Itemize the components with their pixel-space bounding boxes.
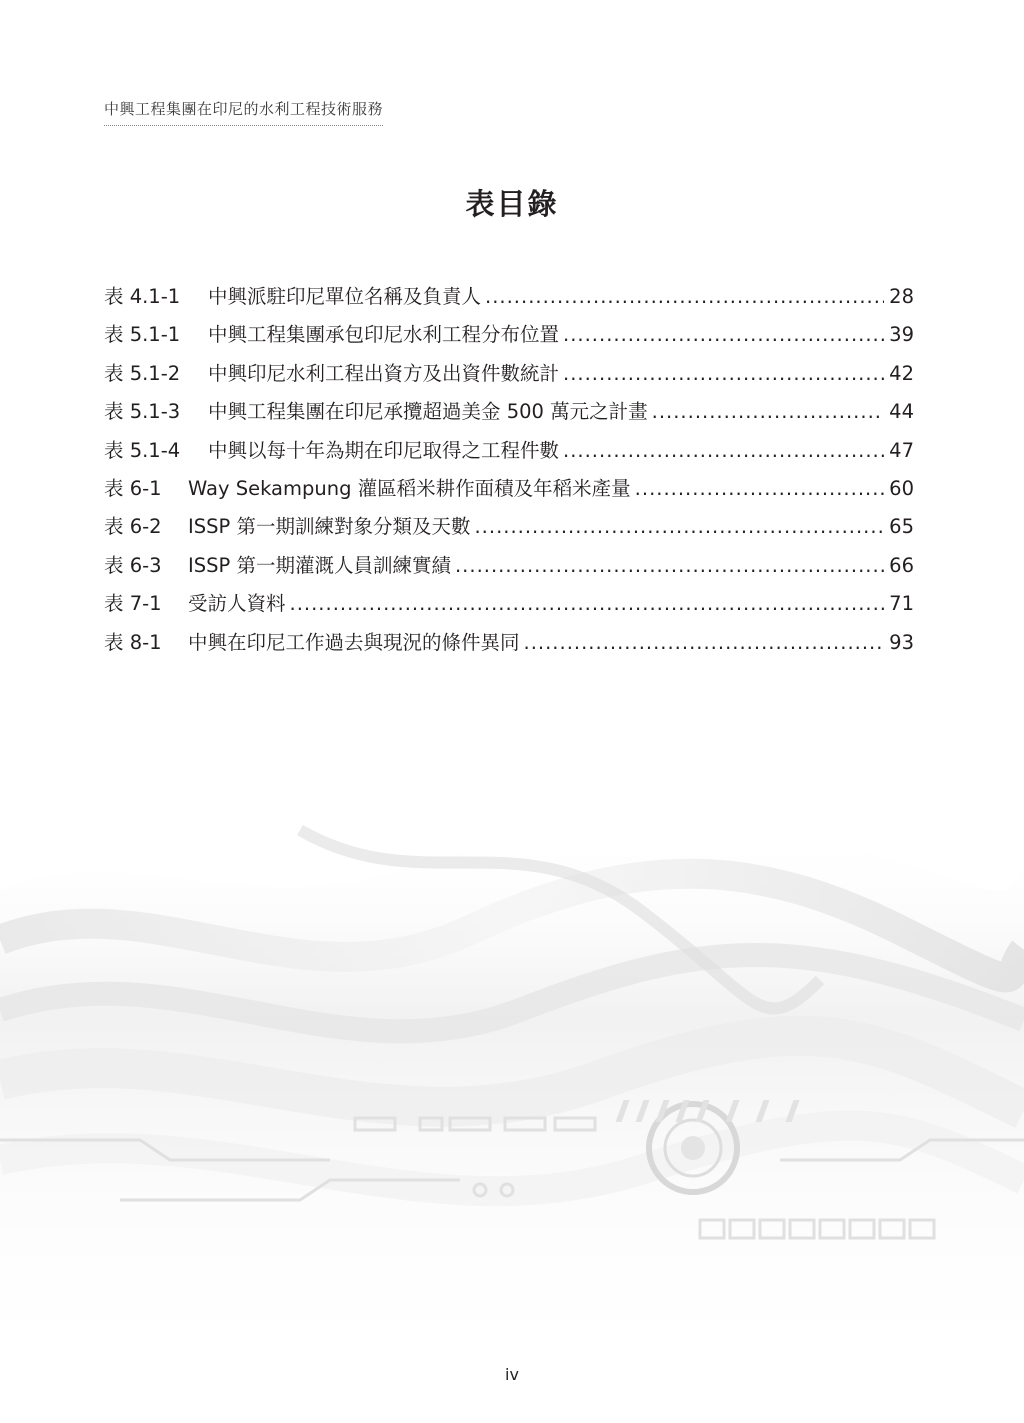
toc-entry-number: 表 5.1-4: [104, 438, 181, 462]
toc-entry-title: 中興以每十年為期在印尼取得之工程件數: [208, 438, 560, 462]
running-header: 中興工程集團在印尼的水利工程技術服務: [104, 98, 383, 126]
toc-entry-title: ISSP 第一期訓練對象分類及天數: [188, 515, 471, 539]
toc-leader-dots: [635, 477, 884, 500]
toc-entry-page: 39: [889, 323, 914, 347]
toc-entry[interactable]: [104, 435, 914, 473]
toc-entry-number: 表 5.1-2: [104, 361, 181, 385]
toc-entry-number: 表 6-1: [104, 476, 162, 500]
toc-entry[interactable]: [104, 588, 914, 626]
toc-leader-dots: [563, 362, 884, 385]
toc-entry-title: ISSP 第一期灌溉人員訓練實績: [188, 553, 451, 577]
toc-entry-number: 表 7-1: [104, 592, 162, 616]
toc-entry-number: 表 5.1-3: [104, 400, 181, 424]
toc-entry-page: 66: [889, 553, 914, 577]
toc-entry-page: 42: [889, 361, 914, 385]
toc-entry[interactable]: [104, 550, 914, 588]
toc-leader-dots: [563, 439, 884, 462]
toc-entry-number: 表 8-1: [104, 630, 162, 654]
toc-entry-page: 28: [889, 285, 914, 308]
toc-entry-title: Way Sekampung 灌區稻米耕作面積及年稻米產量: [188, 476, 631, 500]
toc-entry-number: 表 6-3: [104, 553, 162, 577]
toc-leader-dots: [474, 515, 884, 538]
table-of-contents: [104, 281, 914, 665]
toc-entry-title: 中興派駐印尼單位名稱及負責人: [208, 285, 482, 308]
toc-entry-title: 中興工程集團承包印尼水利工程分布位置: [208, 323, 560, 347]
toc-entry-page: 71: [889, 592, 914, 616]
toc-entry-page: 60: [889, 476, 914, 500]
toc-entry-page: 44: [889, 400, 914, 424]
toc-entry-number: 表 5.1-1: [104, 323, 181, 347]
toc-entry[interactable]: [104, 358, 914, 396]
toc-entry[interactable]: [104, 396, 914, 434]
toc-entry[interactable]: [104, 319, 914, 357]
toc-entry-page: 47: [889, 438, 914, 462]
toc-entry[interactable]: [104, 281, 914, 319]
toc-entry[interactable]: [104, 511, 914, 549]
toc-entry-page: 65: [889, 515, 914, 539]
toc-leader-dots: [485, 285, 884, 308]
page-number: iv: [505, 1365, 519, 1384]
decorative-background-art: [0, 780, 1024, 1380]
toc-entry-page: 93: [889, 630, 914, 654]
toc-entry-title: 中興印尼水利工程出資方及出資件數統計: [208, 361, 560, 385]
toc-entry[interactable]: [104, 627, 914, 665]
page-title: 表目錄: [465, 187, 559, 221]
toc-entry[interactable]: [104, 473, 914, 511]
toc-entry-title: 中興在印尼工作過去與現況的條件異同: [188, 630, 520, 654]
toc-entry-title: 中興工程集團在印尼承攬超過美金 500 萬元之計畫: [208, 400, 648, 424]
toc-entry-number: 表 6-2: [104, 515, 162, 539]
toc-leader-dots: [524, 631, 884, 654]
toc-entry-number: 表 4.1-1: [104, 285, 181, 308]
toc-leader-dots: [563, 323, 884, 346]
toc-leader-dots: [455, 554, 884, 577]
toc-entry-title: 受訪人資料: [188, 592, 286, 616]
toc-leader-dots: [290, 592, 884, 615]
toc-leader-dots: [652, 400, 884, 423]
